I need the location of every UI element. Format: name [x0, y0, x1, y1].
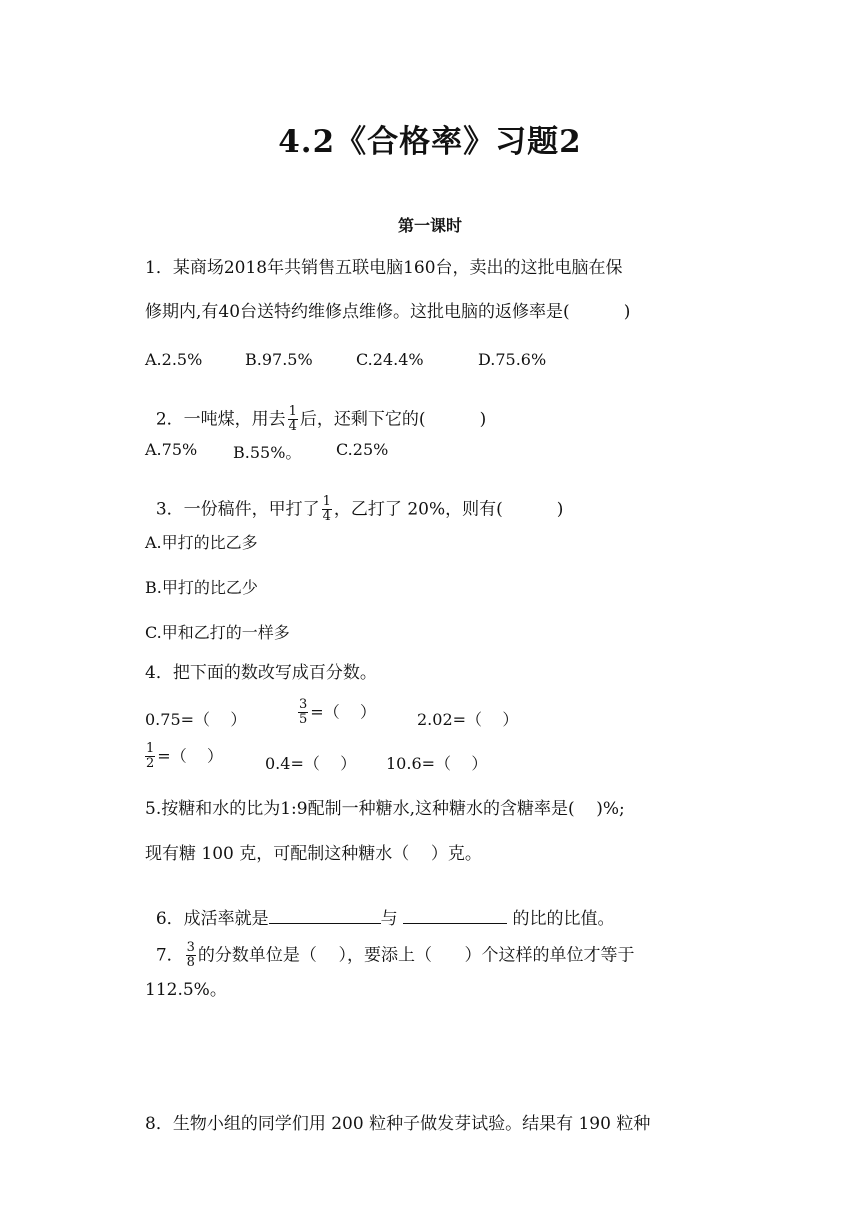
- q4-d-denominator: 2: [146, 756, 155, 772]
- q3-text-after: ，乙打了 20%，则有( ): [333, 499, 564, 520]
- q2-text-after: 后，还剩下它的( ): [299, 409, 487, 430]
- page-title: 4.2《合格率》习题2: [278, 124, 582, 160]
- q6-blank-1[interactable]: [269, 908, 381, 924]
- q2-text-before: 2．一吨煤，用去: [155, 409, 286, 430]
- page-subtitle: 第一课时: [397, 216, 462, 235]
- q4-d-fraction: [145, 742, 155, 772]
- q6-text-before: 6．成活率就是: [155, 909, 269, 929]
- q5-line2: 现有糖 100 克，可配制这种糖水（ ）克。: [145, 844, 482, 864]
- q4-item-f: 10.6=（ ）: [386, 754, 488, 773]
- q3-fraction-denominator: 4: [322, 509, 331, 525]
- q4-item-e: 0.4=（ ）: [265, 754, 357, 773]
- q4-b-numerator: 3: [299, 697, 308, 712]
- q4-item-c: 2.02=（ ）: [417, 710, 519, 729]
- q3-fraction: [322, 495, 332, 525]
- q3-line: [145, 478, 563, 525]
- q6-line: [145, 891, 614, 928]
- q1-option-d: D.75.6%: [478, 350, 547, 369]
- q1-line2: 修期内,有40台送特约维修点维修。这批电脑的返修率是( ): [145, 302, 631, 322]
- q7-fraction-denominator: 8: [186, 955, 195, 971]
- q3-text-before: 3．一份稿件，甲打了: [155, 499, 320, 520]
- q2-option-a: A.75%: [145, 440, 198, 459]
- q7-text-after: 的分数单位是（ ），要添上（ ）个这样的单位才等于: [197, 945, 635, 966]
- q2-option-b: B.55%。: [233, 443, 302, 462]
- q3-option-a: A.甲打的比乙多: [145, 533, 258, 552]
- q7-line2: 112.5%。: [145, 980, 227, 1000]
- q8-line1: 8．生物小组的同学们用 200 粒种子做发芽试验。结果有 190 粒种: [145, 1114, 651, 1134]
- q2-fraction-numerator: 1: [288, 404, 297, 419]
- q7-fraction-numerator: 3: [186, 940, 195, 955]
- q2-option-c: C.25%: [336, 440, 389, 459]
- q4-item-a: 0.75=（ ）: [145, 710, 247, 729]
- q4-d-after: =（ ）: [157, 746, 224, 766]
- q6-text-mid: 与: [380, 909, 398, 929]
- q1-line1: 1．某商场2018年共销售五联电脑160台，卖出的这批电脑在保: [145, 258, 623, 278]
- q3-option-c: C.甲和乙打的一样多: [145, 623, 290, 642]
- q4-line: 4．把下面的数改写成百分数。: [145, 663, 377, 683]
- q4-item-b: [296, 698, 376, 728]
- q3-fraction-numerator: 1: [322, 494, 331, 509]
- q1-option-b: B.97.5%: [245, 350, 313, 369]
- q2-fraction-denominator: 4: [288, 419, 297, 435]
- q4-b-fraction: [298, 698, 308, 728]
- q1-option-c: C.24.4%: [356, 350, 424, 369]
- q2-fraction: [288, 405, 298, 435]
- q1-option-a: A.2.5%: [145, 350, 203, 369]
- q7-text-before: 7．: [155, 945, 184, 966]
- q6-blank-2[interactable]: [403, 908, 507, 924]
- q4-b-after: =（ ）: [310, 702, 377, 722]
- q3-option-b: B.甲打的比乙少: [145, 578, 258, 597]
- q7-line1: [145, 924, 634, 971]
- q2-line: [145, 388, 486, 435]
- q4-b-denominator: 5: [299, 712, 308, 728]
- q7-fraction: [186, 941, 196, 971]
- q4-d-numerator: 1: [146, 741, 155, 756]
- q5-line1: 5.按糖和水的比为1:9配制一种糖水,这种糖水的含糖率是( )%;: [145, 799, 625, 819]
- q6-text-after: 的比的比值。: [512, 909, 615, 929]
- q4-item-d: [143, 742, 223, 772]
